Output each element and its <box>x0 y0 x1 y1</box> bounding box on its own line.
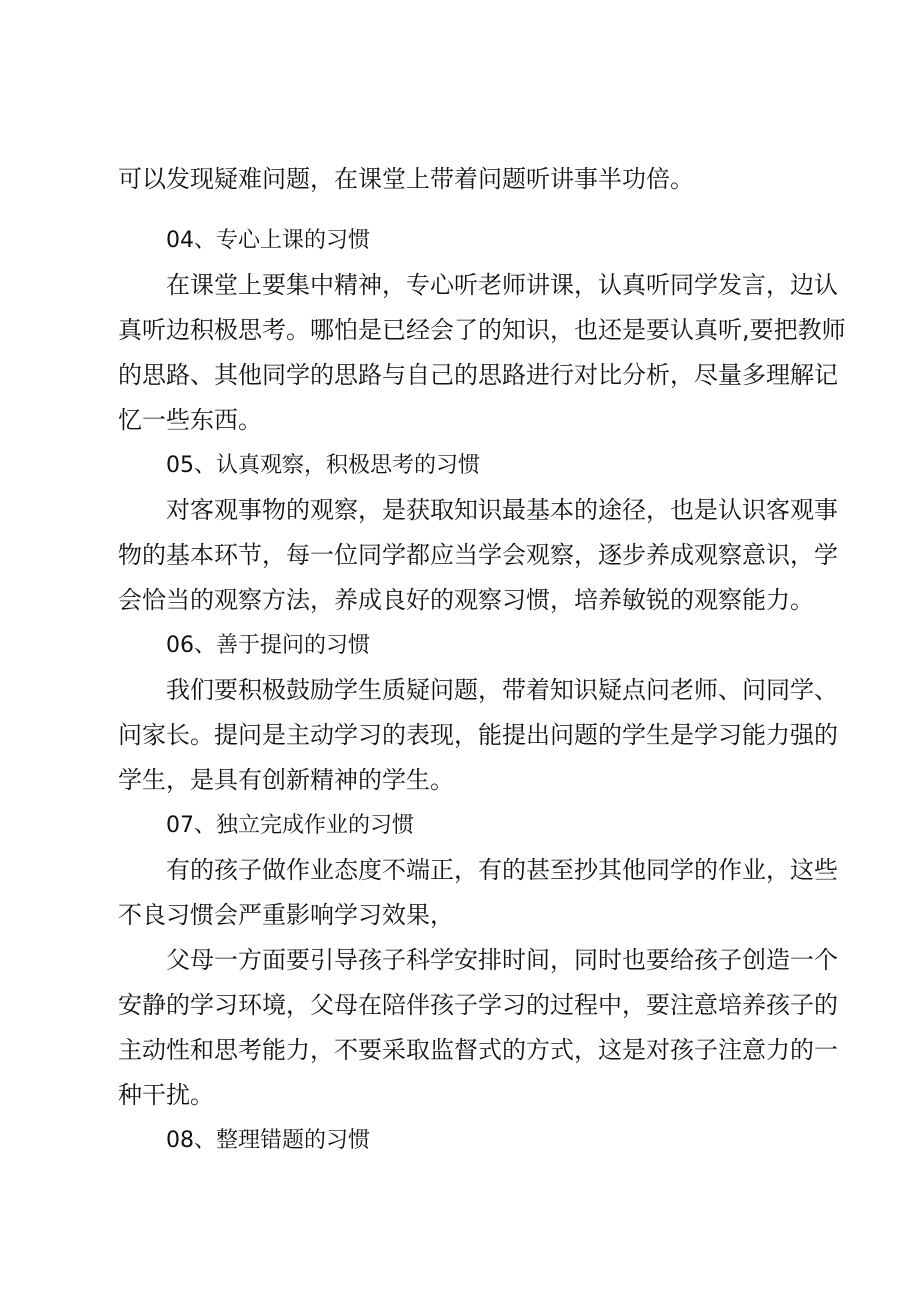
paragraph-line: 对客观事物的观察，是获取知识最基本的途径，也是认识客观事 <box>166 496 838 524</box>
paragraph-line: 安静的学习环境，父母在陪伴孩子学习的过程中，要注意培养孩子的 <box>118 991 838 1019</box>
paragraph-line: 问家长。提问是主动学习的表现，能提出问题的学生是学习能力强的 <box>118 721 838 749</box>
section-heading-07: 07、独立完成作业的习惯 <box>166 813 414 838</box>
section-heading-08: 08、整理错题的习惯 <box>166 1128 370 1153</box>
section-heading-06: 06、善于提问的习惯 <box>166 633 370 658</box>
paragraph-line: 父母一方面要引导孩子科学安排时间，同时也要给孩子创造一个 <box>166 946 838 974</box>
paragraph-line: 有的孩子做作业态度不端正，有的甚至抄其他同学的作业，这些 <box>166 856 838 884</box>
paragraph-line: 种干扰。 <box>118 1081 214 1109</box>
paragraph-line: 真听边积极思考。哪怕是已经会了的知识，也还是要认真听,要把教师 <box>118 316 846 344</box>
paragraph-line: 忆一些东西。 <box>118 406 262 434</box>
paragraph-line: 会恰当的观察方法，养成良好的观察习惯，培养敏锐的观察能力。 <box>118 586 814 614</box>
paragraph-line: 学生，是具有创新精神的学生。 <box>118 766 454 794</box>
paragraph-line: 在课堂上要集中精神，专心听老师讲课，认真听同学发言，边认 <box>166 271 838 299</box>
paragraph-line: 我们要积极鼓励学生质疑问题，带着知识疑点问老师、问同学、 <box>166 676 838 704</box>
paragraph-line: 可以发现疑难问题，在课堂上带着问题听讲事半功倍。 <box>118 165 694 193</box>
paragraph-line: 不良习惯会严重影响学习效果， <box>118 901 454 929</box>
section-heading-04: 04、专心上课的习惯 <box>166 228 370 253</box>
paragraph-line: 的思路、其他同学的思路与自己的思路进行对比分析，尽量多理解记 <box>118 361 838 389</box>
paragraph-line: 物的基本环节，每一位同学都应当学会观察，逐步养成观察意识，学 <box>118 541 838 569</box>
paragraph-line: 主动性和思考能力，不要采取监督式的方式，这是对孩子注意力的一 <box>118 1036 838 1064</box>
section-heading-05: 05、认真观察，积极思考的习惯 <box>166 453 480 478</box>
